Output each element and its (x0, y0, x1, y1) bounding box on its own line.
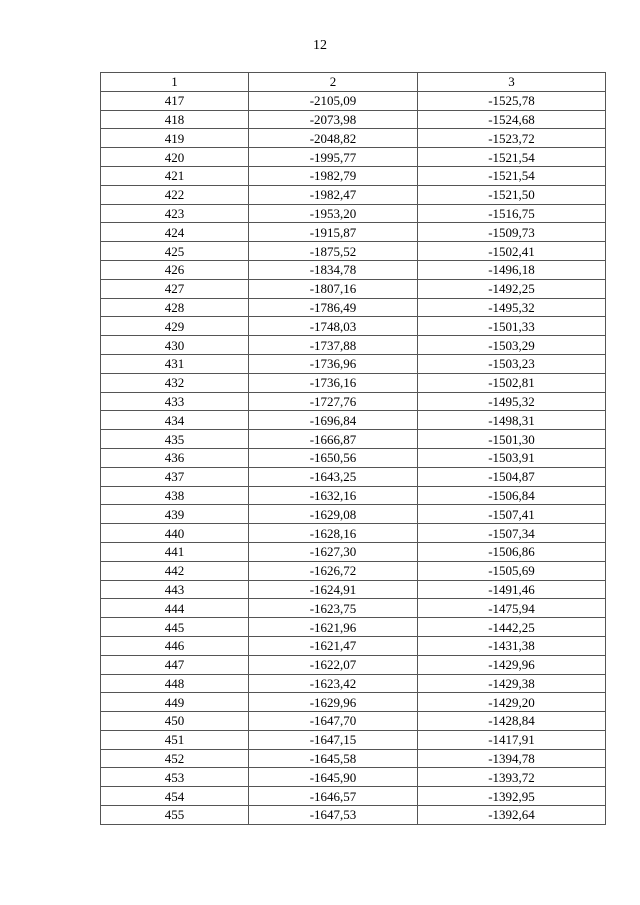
column-2-cell: -1623,75 (249, 599, 418, 618)
column-3-cell: -1502,81 (418, 373, 606, 392)
column-3-cell: -1524,68 (418, 110, 606, 129)
column-2-cell: -1622,07 (249, 655, 418, 674)
column-3-cell: -1501,30 (418, 430, 606, 449)
table-row (101, 242, 606, 261)
column-3-cell: -1505,69 (418, 561, 606, 580)
row-index-cell: 453 (101, 768, 249, 787)
table-row (101, 110, 606, 129)
column-3-cell: -1506,84 (418, 486, 606, 505)
column-3-cell: -1501,33 (418, 317, 606, 336)
page-number: 12 (313, 38, 327, 53)
column-3-cell: -1521,54 (418, 166, 606, 185)
table-row (101, 467, 606, 486)
row-index-cell: 437 (101, 467, 249, 486)
table-row (101, 260, 606, 279)
table-row (101, 505, 606, 524)
column-2-cell: -1736,16 (249, 373, 418, 392)
row-index-cell: 438 (101, 486, 249, 505)
table-row (101, 204, 606, 223)
row-index-cell: 447 (101, 655, 249, 674)
column-3-cell: -1429,38 (418, 674, 606, 693)
row-index-cell: 433 (101, 392, 249, 411)
column-2-cell: -1627,30 (249, 542, 418, 561)
column-2-cell: -1646,57 (249, 787, 418, 806)
column-3-cell: -1393,72 (418, 768, 606, 787)
row-index-cell: 419 (101, 129, 249, 148)
row-index-cell: 434 (101, 411, 249, 430)
table-row (101, 185, 606, 204)
column-2-cell: -1623,42 (249, 674, 418, 693)
column-2-cell: -1645,90 (249, 768, 418, 787)
row-index-cell: 430 (101, 336, 249, 355)
column-3-cell: -1495,32 (418, 298, 606, 317)
table-row (101, 430, 606, 449)
column-3-cell: -1491,46 (418, 580, 606, 599)
table-row (101, 148, 606, 167)
column-2-cell: -1624,91 (249, 580, 418, 599)
column-3-cell: -1506,86 (418, 542, 606, 561)
row-index-cell: 427 (101, 279, 249, 298)
row-index-cell: 428 (101, 298, 249, 317)
table-row (101, 336, 606, 355)
column-2-cell: -1629,08 (249, 505, 418, 524)
column-3-cell: -1503,23 (418, 354, 606, 373)
column-2-cell: -1647,15 (249, 730, 418, 749)
table-row (101, 674, 606, 693)
row-index-cell: 450 (101, 712, 249, 731)
column-2-cell: -1621,96 (249, 618, 418, 637)
row-index-cell: 426 (101, 260, 249, 279)
column-2-cell: -1628,16 (249, 524, 418, 543)
column-2-cell: -1737,88 (249, 336, 418, 355)
table-row (101, 806, 606, 825)
column-3-cell: -1442,25 (418, 618, 606, 637)
column-2-cell: -1626,72 (249, 561, 418, 580)
column-2-cell: -1632,16 (249, 486, 418, 505)
column-3-cell: -1431,38 (418, 636, 606, 655)
row-index-cell: 455 (101, 806, 249, 825)
column-2-cell: -1645,58 (249, 749, 418, 768)
table-row (101, 129, 606, 148)
column-3-cell: -1502,41 (418, 242, 606, 261)
table-row (101, 561, 606, 580)
table-row (101, 411, 606, 430)
row-index-cell: 448 (101, 674, 249, 693)
column-3-cell: -1521,54 (418, 148, 606, 167)
column-2-cell: -1666,87 (249, 430, 418, 449)
column-3-cell: -1495,32 (418, 392, 606, 411)
table-row (101, 448, 606, 467)
column-2-cell: -1995,77 (249, 148, 418, 167)
table-row (101, 768, 606, 787)
column-3-cell: -1492,25 (418, 279, 606, 298)
table-row (101, 599, 606, 618)
table-row (101, 91, 606, 110)
column-2-cell: -1736,96 (249, 354, 418, 373)
table-row (101, 580, 606, 599)
column-2-cell: -1807,16 (249, 279, 418, 298)
row-index-cell: 420 (101, 148, 249, 167)
table-row (101, 636, 606, 655)
column-3-cell: -1392,64 (418, 806, 606, 825)
column-3-cell: -1509,73 (418, 223, 606, 242)
row-index-cell: 442 (101, 561, 249, 580)
table-header-row (101, 73, 606, 92)
table-row (101, 373, 606, 392)
row-index-cell: 435 (101, 430, 249, 449)
column-3-cell: -1429,20 (418, 693, 606, 712)
column-3-cell: -1521,50 (418, 185, 606, 204)
column-3-cell: -1523,72 (418, 129, 606, 148)
table-row (101, 298, 606, 317)
table-row (101, 749, 606, 768)
table-row (101, 279, 606, 298)
column-2-cell: -1647,53 (249, 806, 418, 825)
table-row (101, 486, 606, 505)
column-header-3: 3 (418, 73, 606, 92)
column-2-cell: -2073,98 (249, 110, 418, 129)
table-row (101, 712, 606, 731)
table-row (101, 524, 606, 543)
row-index-cell: 432 (101, 373, 249, 392)
table-row (101, 317, 606, 336)
table-body (101, 91, 606, 824)
row-index-cell: 445 (101, 618, 249, 637)
row-index-cell: 446 (101, 636, 249, 655)
row-index-cell: 429 (101, 317, 249, 336)
column-3-cell: -1475,94 (418, 599, 606, 618)
row-index-cell: 441 (101, 542, 249, 561)
column-3-cell: -1507,41 (418, 505, 606, 524)
table-row (101, 166, 606, 185)
column-2-cell: -1915,87 (249, 223, 418, 242)
column-2-cell: -1621,47 (249, 636, 418, 655)
row-index-cell: 451 (101, 730, 249, 749)
row-index-cell: 436 (101, 448, 249, 467)
column-2-cell: -2048,82 (249, 129, 418, 148)
table-row (101, 223, 606, 242)
column-3-cell: -1503,91 (418, 448, 606, 467)
row-index-cell: 444 (101, 599, 249, 618)
row-index-cell: 421 (101, 166, 249, 185)
row-index-cell: 440 (101, 524, 249, 543)
row-index-cell: 417 (101, 91, 249, 110)
row-index-cell: 424 (101, 223, 249, 242)
table-row (101, 618, 606, 637)
column-3-cell: -1392,95 (418, 787, 606, 806)
column-2-cell: -1875,52 (249, 242, 418, 261)
table-row (101, 392, 606, 411)
row-index-cell: 454 (101, 787, 249, 806)
column-2-cell: -1727,76 (249, 392, 418, 411)
row-index-cell: 443 (101, 580, 249, 599)
table-row (101, 693, 606, 712)
table-row (101, 542, 606, 561)
column-header-1: 1 (101, 73, 249, 92)
column-3-cell: -1417,91 (418, 730, 606, 749)
column-2-cell: -1643,25 (249, 467, 418, 486)
table-row (101, 730, 606, 749)
row-index-cell: 452 (101, 749, 249, 768)
column-3-cell: -1496,18 (418, 260, 606, 279)
column-2-cell: -1650,56 (249, 448, 418, 467)
table-row (101, 787, 606, 806)
column-2-cell: -1629,96 (249, 693, 418, 712)
column-2-cell: -1834,78 (249, 260, 418, 279)
column-3-cell: -1503,29 (418, 336, 606, 355)
column-2-cell: -1982,47 (249, 185, 418, 204)
column-2-cell: -1696,84 (249, 411, 418, 430)
column-3-cell: -1525,78 (418, 91, 606, 110)
column-2-cell: -1982,79 (249, 166, 418, 185)
column-3-cell: -1394,78 (418, 749, 606, 768)
column-3-cell: -1428,84 (418, 712, 606, 731)
row-index-cell: 431 (101, 354, 249, 373)
column-3-cell: -1507,34 (418, 524, 606, 543)
data-table (100, 72, 606, 825)
column-2-cell: -1748,03 (249, 317, 418, 336)
column-2-cell: -2105,09 (249, 91, 418, 110)
row-index-cell: 423 (101, 204, 249, 223)
row-index-cell: 439 (101, 505, 249, 524)
column-header-2: 2 (249, 73, 418, 92)
column-3-cell: -1429,96 (418, 655, 606, 674)
row-index-cell: 418 (101, 110, 249, 129)
column-2-cell: -1953,20 (249, 204, 418, 223)
row-index-cell: 425 (101, 242, 249, 261)
column-2-cell: -1786,49 (249, 298, 418, 317)
table-row (101, 655, 606, 674)
table-row (101, 354, 606, 373)
column-3-cell: -1504,87 (418, 467, 606, 486)
column-3-cell: -1498,31 (418, 411, 606, 430)
column-3-cell: -1516,75 (418, 204, 606, 223)
row-index-cell: 449 (101, 693, 249, 712)
column-2-cell: -1647,70 (249, 712, 418, 731)
row-index-cell: 422 (101, 185, 249, 204)
